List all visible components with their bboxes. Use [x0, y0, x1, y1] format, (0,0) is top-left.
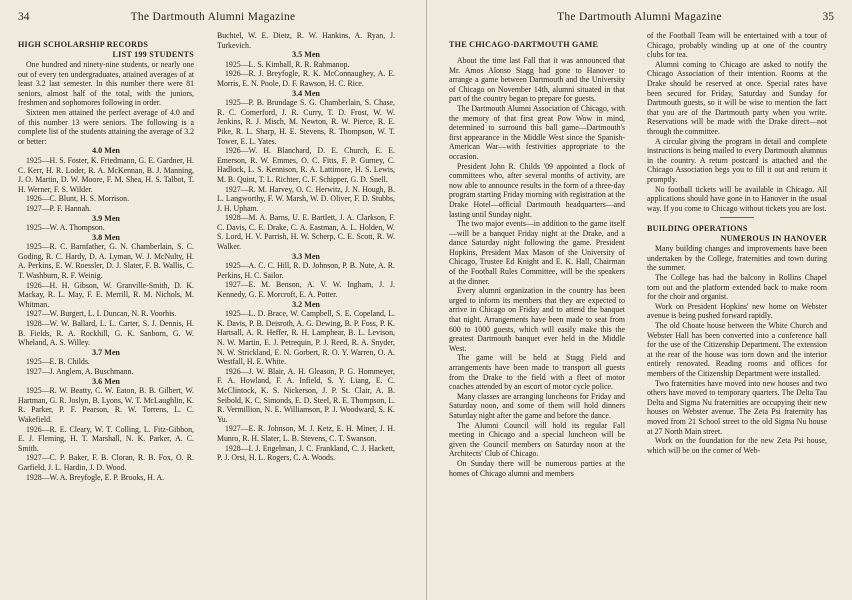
- class-list: 1927—C. P. Baker, F. B. Cloran, R. B. Fox, O. R. Garfield, J. L. Hardin, J. D. Wood.: [18, 453, 194, 472]
- group-title: 3.6 Men: [92, 376, 120, 386]
- paragraph: About the time last Fall that it was announced that Mr. Amos Alonso Stagg had gone to Hanover to arrange a game between Dartmouth and the University of Chicago on November 14th, alumni situated in that part of the country began to prepare for guests.: [449, 56, 625, 104]
- paragraph: A circular giving the program in detail and complete instructions is being mailed to every Dartmouth alumnus in the country. A return postcard is attached and the Chicago Association begs you to fill it out and return it promptly.: [647, 136, 827, 184]
- left-running-head: [0, 11, 426, 27]
- class-list: 1927—E. R. Johnson, M. J. Ketz, E. H. Miner, J. H. Munro, R. H. Slater, L. B. Stevens, C. T. Swanson.: [217, 424, 395, 443]
- class-list: 1926—R. J. Breyfogle, R. K. McConnaughey, A. E. Morris, E. N. Poole, D. F. Rawson, H. C. Rice.: [217, 69, 395, 88]
- paragraph: The game will be held at Stagg Field and arrangements have been made to transport all guests from the Drake to the field with a fleet of motor coaches attended by an escort of motor cycle police.: [449, 353, 625, 392]
- scholarship-heading: HIGH SCHOLARSHIP RECORDS: [18, 40, 149, 49]
- class-list: 1925—R. C. Barnfather, G. N. Chamberlain, S. C. Goding, R. C. Hardy, D. A. Lyman, W. J. McNulty, H. A. Perkins, E. W. Roessler, D. J. Slater, F. B. Wallis, C. T. Washburn, R. F. Weinig.: [18, 242, 194, 281]
- building-subheading: NUMEROUS IN HANOVER: [720, 234, 827, 244]
- group-title: 3.4 Men: [292, 88, 320, 98]
- class-list: 1927—J. Anglem, A. Buschmann.: [26, 367, 134, 376]
- running-title-left: The Dartmouth Alumni Magazine: [130, 11, 296, 23]
- group-title: 3.7 Men: [92, 347, 120, 357]
- building-heading: BUILDING OPERATIONS: [647, 224, 748, 234]
- paragraph: The Alumni Council will hold its regular Fall meeting in Chicago and a special luncheon will be given the Council members on Saturday noon at the Architects' Club of Chicago.: [449, 420, 625, 459]
- class-list: 1925—R. W. Beatty, C. W. Eaton, B. B. Gilbert, W. Hartman, G. R. Joslyn, B. Lyons, W. T. McLaughlin, K. R. Parker, P. F. Pearson, R. W. Torrens, L. C. Wakefield.: [18, 386, 194, 424]
- class-list: 1925—H. S. Foster, K. Friedmann, G. E. Gardner, H. C. Kerr, H. R. Loder, R. A. McKennan, B. J. Manning, J. O. Martin, D. W. Moore, F. M. Shea, H. S. Talbot, T. H. Werner, F. S. Wilder.: [18, 155, 194, 194]
- class-list: 1925—A. C. C. Hill, R. D. Johnson, P. B. Nute, A. R. Perkins, H. C. Sailor.: [217, 261, 395, 280]
- group-title: 4.0 Men: [92, 146, 120, 156]
- class-list: 1928—M. A. Barns, U. E. Bartlett, J. A. Clarkson, F. C. Davis, C. E. Drake, C. A. Eastman, A. L. Holden, W. S. Lord, H. V. Parrish, H. W. Scherp, C. E. Scott, R. W. Walker.: [217, 213, 395, 252]
- class-list: 1927—E. M. Benson, A. V. W. Ingham, J. J. Kennedy, G. E. Morcroft, E. A. Potter.: [217, 280, 395, 300]
- group-title: 3.5 Men: [292, 50, 320, 60]
- paragraph: Many building changes and improvements have been undertaken by the College, fraternities and town during the summer.: [647, 244, 827, 273]
- chicago-game-heading: THE CHICAGO-DARTMOUTH GAME: [449, 40, 599, 49]
- class-list: 1927—P. F. Hannah.: [26, 203, 91, 213]
- paragraph: Many classes are arranging luncheons for Friday and Saturday noon, and some of them will hold dinners Saturday night after the game and before the dance.: [449, 391, 625, 420]
- paragraph: Sixteen men attained the perfect average of 4.0 and of this number 13 were seniors. The following is a complete list of the students attaining the average of 3.2 or better:: [18, 107, 194, 146]
- left-column-2: [217, 31, 395, 463]
- paragraph: The College has had the balcony in Rollins Chapel torn out and the platform extended back to make room for the choir and organist.: [647, 273, 827, 302]
- paragraph: The two major events—in addition to the game itself—will be a banquet Friday night at the Drake, and a dance Saturday night following the game. President Hopkins, President Max Mason of the University of Chicago, Trustee Ed Knight and E. K. Hall, Chairman of the Football Rules Committee, will be the speakers at the dinner.: [449, 219, 625, 286]
- class-list: 1925—L. D. Brace, W. Campbell, S. E. Copeland, L. K. Davis, P. B. Deisroth, A. G. Dewing, B. P. Foss, P. K. Hartsall, A. R. Heffer, R. H. Lamphear, B. L. Levison, N. W. Martin, E. J. Petrequin, P. J. Reed, R. A. Snyder, N. W. Strickland, E. N. Gorbert, R. O. Y. Warren, O. A. Westfall, H. E. White.: [217, 309, 395, 367]
- paragraph: Work on President Hopkins' new home on Webster avenue is being pushed forward rapidly.: [647, 301, 827, 321]
- class-list: 1925—P. B. Brundage S. G. Chamberlain, S. Chase, R. C. Comerford, J. R. Curry, T. D. Frost, W. W. Jenkins, R. J. Misch, M. Newton, R. W. Pierce, R. E. Pike, R. L. Sharp, H. E. Stevens, R. Thompson, W. T. Tower, E. L. Yates.: [217, 98, 395, 146]
- scholarship-subheading: LIST 199 STUDENTS: [112, 50, 194, 59]
- group-title: 3.3 Men: [292, 251, 320, 261]
- right-running-head: [427, 11, 852, 27]
- class-list: 1926—J. W. Blair, A. H. Gleason, P. G. Hommeyer, F. A. Howland, F. A. Infield, S. Y. Liang, E. C. McClintock, K. S. Nickerson, J. P. St. Clair, A. B. Seibold, K. C. Simonds, E. D. Steel, R. E. Thompson, L. R. Vermillion, N. E. Williamson, P. J. Woodward, S. K. Yu.: [217, 366, 395, 424]
- paragraph: Every alumni organization in the country has been urged to inform its members that they are expected to arrive in Chicago on Friday and to attend the banquet that night. Arrangements have been made to seat from 600 to 1000 guests, which will easily make this the greatest Dartmouth banquet ever held in the Middle West.: [449, 286, 625, 353]
- right-column-2: [647, 31, 827, 455]
- group-title: 3.9 Men: [92, 213, 120, 223]
- group-title: 3.8 Men: [92, 232, 120, 242]
- paragraph: The Dartmouth Alumni Association of Chicago, with the memory of that first great Pow Wow in mind, determined to surround this ball game—Dartmouth's first appearance in the Middle West since the Spanish-American War—with festivities appropriate to the occasion.: [449, 103, 625, 161]
- class-list: 1927—R. M. Harvey, O. C. Herwitz, J. N. Hough, B. L. Langworthy, F. W. Marsh, W. D. Oliver, F. D. Stubbs, J. H. Upham.: [217, 184, 395, 213]
- class-list: 1926—C. Blunt, H. S. Morrison.: [26, 194, 130, 204]
- class-list: 1928—W. A. Breyfogle, E. P. Brooks, H. A.: [26, 472, 165, 482]
- paragraph: Alumni coming to Chicago are asked to notify the Chicago Association of their intention. Rooms at the Drake should be reserved at once. Special rates have been secured for Friday, Saturday and Sunday for Dartmouth guests, so it will be wise to mention the fact that you are of the Dartmouth party when you write. Reservations will be made with the Drake direct—not through the committee.: [647, 59, 827, 136]
- class-list: 1928—W. W. Ballard, L. L. Carter, S. J. Dennis, H. B. Fields, R. A. Rockhill, G. K. Sanborn, G. W. Wheland, A. S. Willey.: [18, 319, 194, 348]
- page-number-left: 34: [18, 11, 30, 23]
- paragraph: Two fraternities have moved into new houses and two others have moved to temporary quarters. The Delta Tau Delta and Sigma Nu fraternities are occupying their new houses on Webster avenue. The Zeta Psi fraternity has moved from 21 School street to the old Sigma Nu house at 27 North Main street.: [647, 378, 827, 436]
- class-list: 1926—W. H. Blanchard, D. E. Church, E. E. Emerson, R. W. Emmes, O. C. Fitts, F. P. Gurney, C. Hadlock, L. S. Kennison, R. A. Lattimore, H. S. Lewis, M. B. Quint, T. L. Richter, C. F. Schipper, G. D. Snell.: [217, 146, 395, 184]
- class-list: 1927—W. Burgert, L. I. Duncan, N. R. Voorhis.: [26, 309, 177, 319]
- class-list: 1925—E. B. Childs.: [26, 357, 90, 367]
- paragraph: One hundred and ninety-nine students, or nearly one out of every ten undergraduates, attained averages of at least 3.2 last semester. In this number there were 81 seniors, almost half of the total, with the juniors, freshmen and sophomores following in order.: [18, 60, 194, 108]
- class-list: 1928—I. J. Engelman, J. C. Frankland, C. J. Hackett, P. J. Orsi, H. L. Rogers, C. A. Woods.: [217, 443, 395, 463]
- section-divider: [720, 217, 754, 218]
- paragraph: No football tickets will be available in Chicago. All applications should have gone in to Hanover in the usual way. If you come to Chicago without tickets you are lost.: [647, 184, 827, 213]
- paragraph: of the Football Team will be entertained with a tour of Chicago, probably winding up at one of the country clubs for tea.: [647, 31, 827, 60]
- paragraph: President John R. Childs '09 appointed a flock of committees who, after several months of activity, are now able to announce results in the form of a three-day program starting Friday morning with registration at the Drake Hotel—official Dartmouth headquarters—and lasting until Sunday night.: [449, 161, 625, 219]
- running-title-right: The Dartmouth Alumni Magazine: [557, 11, 722, 23]
- paragraph: On Sunday there will be numerous parties at the homes of Chicago alumni and members: [449, 458, 625, 478]
- class-list: 1926—R. E. Cleary, W. T. Colling, L. Fitz-Gibbon, E. J. Fleming, H. T. Marshall, N. K. Parker, A. C. Smith.: [18, 424, 194, 453]
- page-number-right: 35: [822, 11, 834, 23]
- group-title: 3.2 Men: [292, 299, 320, 309]
- class-list: Buchtel, W. E. Dietz, R. W. Hankins, A. Ryan, J. Turkevich.: [217, 31, 395, 50]
- right-page: [427, 0, 852, 600]
- class-list: 1926—H. H. Gibson, W. Granville-Smith, D. K. Mackay, R. L. May, F. E. Merrill, R. M. Nichols, M. Whitman.: [18, 280, 194, 309]
- paragraph: The old Choate house between the White Church and Webster Hall has been converted into a conference hall for the use of the Citizenship Department. The extension at the rear of the house was torn down and the interior entirely renovated. Reading rooms and offices for members of the Citizenship Department were installed.: [647, 321, 827, 378]
- class-list: 1925—L. S. Kimball, R. R. Rahmanop.: [225, 59, 350, 69]
- left-column-1: [18, 40, 194, 482]
- class-list: 1925—W. A. Thompson.: [26, 223, 105, 233]
- paragraph: Work on the foundation for the new Zeta Psi house, which will be on the corner of Web-: [647, 436, 827, 455]
- right-column-1: [449, 40, 625, 478]
